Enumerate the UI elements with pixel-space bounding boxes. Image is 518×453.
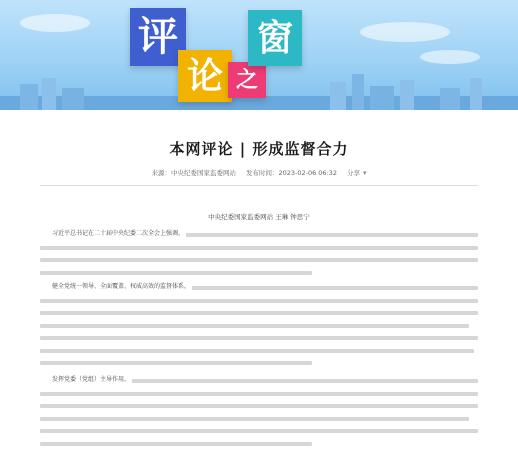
text-placeholder-bar (40, 392, 478, 396)
article-published: 发布时间：2023-02-06 06:32 (245, 169, 338, 177)
paragraph-line (40, 360, 478, 365)
header-divider (40, 185, 478, 186)
paragraph-line (40, 378, 478, 383)
paragraph-line (40, 403, 478, 408)
paragraph-line (40, 335, 478, 340)
paragraph-line (40, 257, 478, 262)
banner (0, 0, 518, 110)
paragraph-lead-text: 健全党统一领导、全面覆盖、权威高效的监督体系， (52, 283, 191, 290)
share-button[interactable] (347, 168, 367, 177)
text-placeholder-bar (40, 442, 312, 446)
paragraph-line (40, 391, 478, 396)
article-meta (0, 168, 518, 177)
banner-tile-chuang: 窗 (248, 10, 302, 66)
paragraph-line (40, 441, 478, 446)
article-paragraph (40, 232, 478, 282)
paragraph-line (40, 348, 478, 353)
text-placeholder-bar (40, 336, 478, 340)
paragraph-line (40, 416, 478, 421)
paragraph-lead-text: 发挥党委（党组）主导作用， (52, 376, 131, 383)
cloud-decoration (20, 14, 90, 32)
text-placeholder-bar (40, 349, 474, 353)
banner-tile-lun: 论 (178, 50, 232, 102)
paragraph-line (40, 310, 478, 315)
article-title: 本网评论 | 形成监督合力 (169, 140, 349, 158)
share-label: 分享 (347, 169, 361, 177)
paragraph-line (40, 232, 478, 237)
article-source: 来源：中央纪委国家监委网站 (151, 169, 236, 177)
article-paragraph (40, 378, 478, 453)
paragraph-line (40, 245, 478, 250)
text-placeholder-bar (40, 271, 312, 275)
cloud-decoration (420, 50, 480, 64)
text-placeholder-bar (40, 299, 478, 303)
text-placeholder-bar (40, 417, 469, 421)
text-placeholder-bar (40, 361, 312, 365)
paragraph-line (40, 428, 478, 433)
text-placeholder-bar (40, 404, 478, 408)
text-placeholder-bar (40, 311, 478, 315)
text-placeholder-bar (40, 258, 478, 262)
text-placeholder-bar (40, 246, 478, 250)
paragraph-line (40, 298, 478, 303)
article-paragraph (40, 285, 478, 373)
paragraph-line (40, 323, 478, 328)
text-placeholder-bar (40, 324, 469, 328)
banner-tile-zhi: 之 (228, 62, 266, 98)
paragraph-lead-text: 习近平总书记在二十届中央纪委二次全会上强调， (52, 230, 185, 237)
text-placeholder-bar (40, 429, 478, 433)
paragraph-line (40, 285, 478, 290)
article-author: 中央纪委国家监委网站 王琳 钟思宁 (208, 213, 310, 221)
cloud-decoration (360, 22, 450, 42)
banner-tile-ping: 评 (130, 8, 186, 66)
chevron-down-icon: ▾ (363, 168, 367, 177)
paragraph-line (40, 270, 478, 275)
